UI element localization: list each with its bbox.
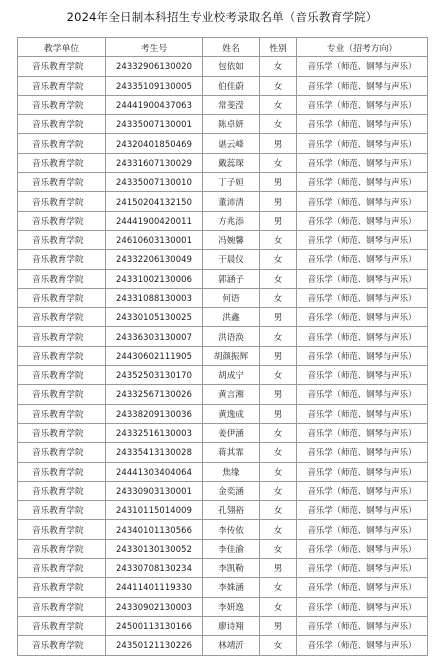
major-cell: 音乐学（师范、钢琴与声乐） bbox=[297, 250, 428, 269]
major-cell: 音乐学（师范、钢琴与声乐） bbox=[297, 636, 428, 655]
exam-number-cell: 24338209130036 bbox=[106, 404, 203, 423]
name-cell: 李妍逸 bbox=[203, 597, 260, 616]
gender-cell: 女 bbox=[260, 269, 297, 288]
major-cell: 音乐学（师范、钢琴与声乐） bbox=[297, 76, 428, 95]
gender-cell: 女 bbox=[260, 76, 297, 95]
gender-cell: 男 bbox=[260, 616, 297, 635]
major-cell: 音乐学（师范、钢琴与声乐） bbox=[297, 95, 428, 114]
exam-number-cell: 24336303130007 bbox=[106, 327, 203, 346]
unit-cell: 音乐教育学院 bbox=[18, 134, 106, 153]
major-cell: 音乐学（师范、钢琴与声乐） bbox=[297, 481, 428, 500]
exam-number-cell: 24331088130003 bbox=[106, 288, 203, 307]
gender-cell: 女 bbox=[260, 95, 297, 114]
table-row bbox=[18, 153, 428, 172]
name-cell: 李姝涵 bbox=[203, 578, 260, 597]
major-cell: 音乐学（师范、钢琴与声乐） bbox=[297, 578, 428, 597]
exam-number-cell: 24320401850469 bbox=[106, 134, 203, 153]
exam-number-cell: 24331607130029 bbox=[106, 153, 203, 172]
unit-cell: 音乐教育学院 bbox=[18, 385, 106, 404]
unit-cell: 音乐教育学院 bbox=[18, 481, 106, 500]
major-cell: 音乐学（师范、钢琴与声乐） bbox=[297, 616, 428, 635]
table-row bbox=[18, 443, 428, 462]
major-cell: 音乐学（师范、钢琴与声乐） bbox=[297, 192, 428, 211]
unit-cell: 音乐教育学院 bbox=[18, 269, 106, 288]
exam-number-cell: 24332516130003 bbox=[106, 423, 203, 442]
exam-number-cell: 24330903130001 bbox=[106, 481, 203, 500]
gender-cell: 女 bbox=[260, 481, 297, 500]
major-cell: 音乐学（师范、钢琴与声乐） bbox=[297, 153, 428, 172]
table-row bbox=[18, 327, 428, 346]
unit-cell: 音乐教育学院 bbox=[18, 559, 106, 578]
name-cell: 伯佳蔚 bbox=[203, 76, 260, 95]
exam-number-cell: 24335007130010 bbox=[106, 173, 203, 192]
major-cell: 音乐学（师范、钢琴与声乐） bbox=[297, 559, 428, 578]
header-name: 姓名 bbox=[203, 38, 260, 57]
page-title: 2024年全日制本科招生专业校考录取名单（音乐教育学院） bbox=[66, 10, 378, 24]
unit-cell: 音乐教育学院 bbox=[18, 404, 106, 423]
name-cell: 李佳渝 bbox=[203, 539, 260, 558]
name-cell: 方兆添 bbox=[203, 211, 260, 230]
gender-cell: 女 bbox=[260, 288, 297, 307]
exam-number-cell: 24335007130001 bbox=[106, 115, 203, 134]
name-cell: 黄逸成 bbox=[203, 404, 260, 423]
name-cell: 郭涵子 bbox=[203, 269, 260, 288]
name-cell: 李凯勒 bbox=[203, 559, 260, 578]
gender-cell: 女 bbox=[260, 539, 297, 558]
unit-cell: 音乐教育学院 bbox=[18, 366, 106, 385]
exam-number-cell: 24350121130226 bbox=[106, 636, 203, 655]
gender-cell: 女 bbox=[260, 327, 297, 346]
major-cell: 音乐学（师范、钢琴与声乐） bbox=[297, 57, 428, 76]
unit-cell: 音乐教育学院 bbox=[18, 153, 106, 172]
gender-cell: 女 bbox=[260, 57, 297, 76]
name-cell: 焦缘 bbox=[203, 462, 260, 481]
name-cell: 胡颜振辉 bbox=[203, 346, 260, 365]
exam-number-cell: 24441303404064 bbox=[106, 462, 203, 481]
header-gender: 性别 bbox=[260, 38, 297, 57]
major-cell: 音乐学（师范、钢琴与声乐） bbox=[297, 539, 428, 558]
unit-cell: 音乐教育学院 bbox=[18, 173, 106, 192]
table-body bbox=[18, 57, 428, 655]
table-row bbox=[18, 578, 428, 597]
unit-cell: 音乐教育学院 bbox=[18, 423, 106, 442]
gender-cell: 男 bbox=[260, 173, 297, 192]
major-cell: 音乐学（师范、钢琴与声乐） bbox=[297, 597, 428, 616]
major-cell: 音乐学（师范、钢琴与声乐） bbox=[297, 288, 428, 307]
table-header-row bbox=[18, 38, 428, 57]
unit-cell: 音乐教育学院 bbox=[18, 230, 106, 249]
exam-number-cell: 24335413130028 bbox=[106, 443, 203, 462]
name-cell: 林靖沂 bbox=[203, 636, 260, 655]
name-cell: 黄言湘 bbox=[203, 385, 260, 404]
major-cell: 音乐学（师范、钢琴与声乐） bbox=[297, 462, 428, 481]
table-row bbox=[18, 539, 428, 558]
name-cell: 何语 bbox=[203, 288, 260, 307]
name-cell: 洪语涣 bbox=[203, 327, 260, 346]
major-cell: 音乐学（师范、钢琴与声乐） bbox=[297, 366, 428, 385]
table-row bbox=[18, 385, 428, 404]
name-cell: 姜伊涵 bbox=[203, 423, 260, 442]
table-row bbox=[18, 597, 428, 616]
unit-cell: 音乐教育学院 bbox=[18, 443, 106, 462]
gender-cell: 女 bbox=[260, 250, 297, 269]
name-cell: 金奕涵 bbox=[203, 481, 260, 500]
gender-cell: 女 bbox=[260, 462, 297, 481]
name-cell: 廖诗翔 bbox=[203, 616, 260, 635]
unit-cell: 音乐教育学院 bbox=[18, 636, 106, 655]
gender-cell: 女 bbox=[260, 501, 297, 520]
table-row bbox=[18, 192, 428, 211]
exam-number-cell: 24500113130166 bbox=[106, 616, 203, 635]
exam-number-cell: 24150204132150 bbox=[106, 192, 203, 211]
major-cell: 音乐学（师范、钢琴与声乐） bbox=[297, 423, 428, 442]
exam-number-cell: 24310115014009 bbox=[106, 501, 203, 520]
exam-number-cell: 24330130130052 bbox=[106, 539, 203, 558]
gender-cell: 男 bbox=[260, 559, 297, 578]
header-major: 专业（招考方向） bbox=[297, 38, 428, 57]
exam-number-cell: 24332906130020 bbox=[106, 57, 203, 76]
gender-cell: 男 bbox=[260, 134, 297, 153]
gender-cell: 男 bbox=[260, 385, 297, 404]
major-cell: 音乐学（师范、钢琴与声乐） bbox=[297, 327, 428, 346]
gender-cell: 女 bbox=[260, 520, 297, 539]
name-cell: 丁子姮 bbox=[203, 173, 260, 192]
exam-number-cell: 24411401119330 bbox=[106, 578, 203, 597]
major-cell: 音乐学（师范、钢琴与声乐） bbox=[297, 173, 428, 192]
table-row bbox=[18, 346, 428, 365]
major-cell: 音乐学（师范、钢琴与声乐） bbox=[297, 308, 428, 327]
exam-number-cell: 24330902130003 bbox=[106, 597, 203, 616]
exam-number-cell: 24352503130170 bbox=[106, 366, 203, 385]
exam-number-cell: 24335109130005 bbox=[106, 76, 203, 95]
admission-table bbox=[17, 37, 428, 656]
unit-cell: 音乐教育学院 bbox=[18, 327, 106, 346]
name-cell: 洪鑫 bbox=[203, 308, 260, 327]
gender-cell: 女 bbox=[260, 115, 297, 134]
unit-cell: 音乐教育学院 bbox=[18, 95, 106, 114]
exam-number-cell: 24332206130049 bbox=[106, 250, 203, 269]
exam-number-cell: 24430602111905 bbox=[106, 346, 203, 365]
gender-cell: 女 bbox=[260, 153, 297, 172]
gender-cell: 女 bbox=[260, 597, 297, 616]
unit-cell: 音乐教育学院 bbox=[18, 346, 106, 365]
exam-number-cell: 24330708130234 bbox=[106, 559, 203, 578]
gender-cell: 女 bbox=[260, 578, 297, 597]
gender-cell: 女 bbox=[260, 423, 297, 442]
gender-cell: 女 bbox=[260, 443, 297, 462]
gender-cell: 女 bbox=[260, 230, 297, 249]
major-cell: 音乐学（师范、钢琴与声乐） bbox=[297, 501, 428, 520]
table-row bbox=[18, 230, 428, 249]
table-row bbox=[18, 115, 428, 134]
major-cell: 音乐学（师范、钢琴与声乐） bbox=[297, 346, 428, 365]
unit-cell: 音乐教育学院 bbox=[18, 520, 106, 539]
table-row bbox=[18, 173, 428, 192]
table-row bbox=[18, 76, 428, 95]
table-row bbox=[18, 211, 428, 230]
unit-cell: 音乐教育学院 bbox=[18, 462, 106, 481]
exam-number-cell: 24610603130001 bbox=[106, 230, 203, 249]
name-cell: 胡成宁 bbox=[203, 366, 260, 385]
table-row bbox=[18, 404, 428, 423]
exam-number-cell: 24331002130006 bbox=[106, 269, 203, 288]
table-row bbox=[18, 481, 428, 500]
exam-number-cell: 24332567130026 bbox=[106, 385, 203, 404]
unit-cell: 音乐教育学院 bbox=[18, 539, 106, 558]
name-cell: 包依如 bbox=[203, 57, 260, 76]
name-cell: 冯婉馨 bbox=[203, 230, 260, 249]
name-cell: 谌云峰 bbox=[203, 134, 260, 153]
exam-number-cell: 24441900437063 bbox=[106, 95, 203, 114]
gender-cell: 男 bbox=[260, 404, 297, 423]
exam-number-cell: 24340101130566 bbox=[106, 520, 203, 539]
unit-cell: 音乐教育学院 bbox=[18, 597, 106, 616]
gender-cell: 男 bbox=[260, 192, 297, 211]
major-cell: 音乐学（师范、钢琴与声乐） bbox=[297, 230, 428, 249]
table-row bbox=[18, 57, 428, 76]
header-exam-number: 考生号 bbox=[106, 38, 203, 57]
table-row bbox=[18, 462, 428, 481]
unit-cell: 音乐教育学院 bbox=[18, 578, 106, 597]
name-cell: 蒋其霏 bbox=[203, 443, 260, 462]
gender-cell: 男 bbox=[260, 308, 297, 327]
major-cell: 音乐学（师范、钢琴与声乐） bbox=[297, 269, 428, 288]
unit-cell: 音乐教育学院 bbox=[18, 76, 106, 95]
table-row bbox=[18, 288, 428, 307]
name-cell: 戴蕊琛 bbox=[203, 153, 260, 172]
table-row bbox=[18, 308, 428, 327]
table-row bbox=[18, 559, 428, 578]
name-cell: 陈卓妍 bbox=[203, 115, 260, 134]
name-cell: 孔翎裕 bbox=[203, 501, 260, 520]
exam-number-cell: 24441900420011 bbox=[106, 211, 203, 230]
name-cell: 董沛清 bbox=[203, 192, 260, 211]
major-cell: 音乐学（师范、钢琴与声乐） bbox=[297, 211, 428, 230]
unit-cell: 音乐教育学院 bbox=[18, 288, 106, 307]
table-row bbox=[18, 616, 428, 635]
major-cell: 音乐学（师范、钢琴与声乐） bbox=[297, 404, 428, 423]
exam-number-cell: 24330105130025 bbox=[106, 308, 203, 327]
name-cell: 李传依 bbox=[203, 520, 260, 539]
gender-cell: 女 bbox=[260, 636, 297, 655]
major-cell: 音乐学（师范、钢琴与声乐） bbox=[297, 115, 428, 134]
major-cell: 音乐学（师范、钢琴与声乐） bbox=[297, 443, 428, 462]
table-row bbox=[18, 95, 428, 114]
table-row bbox=[18, 636, 428, 655]
major-cell: 音乐学（师范、钢琴与声乐） bbox=[297, 520, 428, 539]
table-row bbox=[18, 520, 428, 539]
unit-cell: 音乐教育学院 bbox=[18, 211, 106, 230]
table-row bbox=[18, 366, 428, 385]
unit-cell: 音乐教育学院 bbox=[18, 115, 106, 134]
table-row bbox=[18, 423, 428, 442]
header-unit: 教学单位 bbox=[18, 38, 106, 57]
unit-cell: 音乐教育学院 bbox=[18, 250, 106, 269]
gender-cell: 女 bbox=[260, 366, 297, 385]
table-row bbox=[18, 501, 428, 520]
unit-cell: 音乐教育学院 bbox=[18, 616, 106, 635]
unit-cell: 音乐教育学院 bbox=[18, 192, 106, 211]
table-row bbox=[18, 134, 428, 153]
unit-cell: 音乐教育学院 bbox=[18, 308, 106, 327]
name-cell: 干晨仪 bbox=[203, 250, 260, 269]
unit-cell: 音乐教育学院 bbox=[18, 57, 106, 76]
major-cell: 音乐学（师范、钢琴与声乐） bbox=[297, 134, 428, 153]
gender-cell: 男 bbox=[260, 346, 297, 365]
table-row bbox=[18, 250, 428, 269]
unit-cell: 音乐教育学院 bbox=[18, 501, 106, 520]
major-cell: 音乐学（师范、钢琴与声乐） bbox=[297, 385, 428, 404]
name-cell: 常斐滢 bbox=[203, 95, 260, 114]
gender-cell: 男 bbox=[260, 211, 297, 230]
table-row bbox=[18, 269, 428, 288]
